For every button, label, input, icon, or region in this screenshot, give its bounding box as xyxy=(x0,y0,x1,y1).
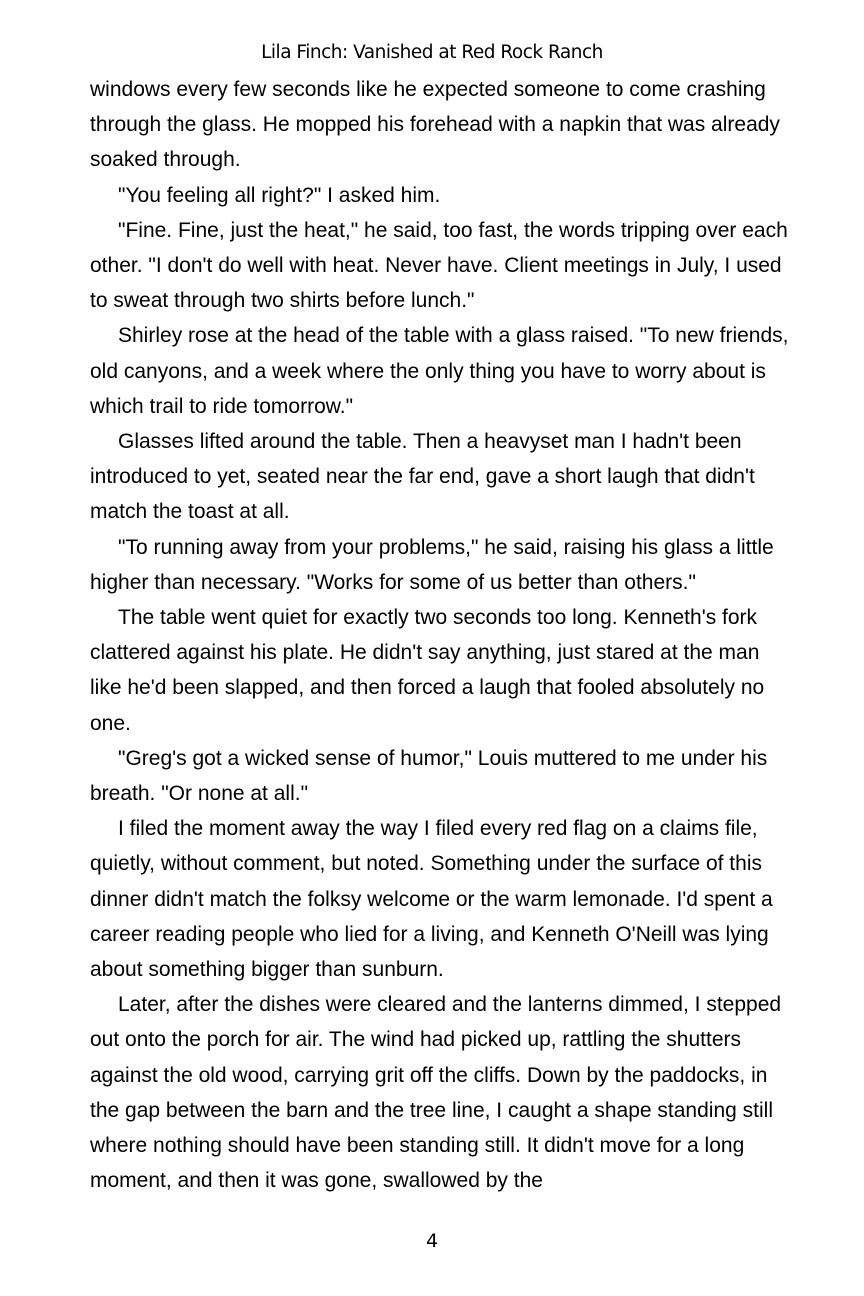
paragraph: "Fine. Fine, just the heat," he said, too fast, the words tripping over each other. "I don't do well with heat. Never have. Client meetings in July, I used to sweat through two shirts before lunch." xyxy=(90,218,788,313)
paragraph: I filed the moment away the way I filed every red flag on a claims file, quietly, without comment, but noted. Something under the surface of this dinner didn't match the folksy welcome or the warm lemonade. I'd spent a career reading people who lied for a living, and Kenneth O'Neill was lying about something bigger than sunburn. xyxy=(90,817,773,982)
paragraph: windows every few seconds like he expected someone to come crashing through the glass. He mopped his forehead with a napkin that was already soaked through. xyxy=(90,78,780,172)
body-text xyxy=(90,72,795,1199)
paragraph: "You feeling all right?" I asked him. xyxy=(118,183,441,207)
running-header: Lila Finch: Vanished at Red Rock Ranch xyxy=(261,42,603,63)
paragraph: Shirley rose at the head of the table with a glass raised. "To new friends, old canyons, and a week where the only thing you have to worry about is which trail to ride tomorrow." xyxy=(90,324,789,418)
paragraph: Glasses lifted around the table. Then a heavyset man I hadn't been introduced to yet, seated near the far end, gave a short laugh that didn't match the toast at all. xyxy=(90,430,755,524)
page-number: 4 xyxy=(425,1230,439,1252)
paragraph: The table went quiet for exactly two seconds too long. Kenneth's fork clattered against his plate. He didn't say anything, just stared at the man like he'd been slapped, and then forced a laugh that fooled absolutely no one. xyxy=(90,606,765,735)
paragraph: Later, after the dishes were cleared and the lanterns dimmed, I stepped out onto the porch for air. The wind had picked up, rattling the shutters against the old wood, carrying grit off the cliffs. Down by the paddocks, in the gap between the barn and the tree line, I caught a shape standing still where nothing should have been standing still. It didn't move for a long moment, and then it was gone, swallowed by the xyxy=(90,993,782,1193)
paragraph: "To running away from your problems," he said, raising his glass a little higher than necessary. "Works for some of us better than others." xyxy=(90,535,774,594)
paragraph: "Greg's got a wicked sense of humor," Louis muttered to me under his breath. "Or none at all." xyxy=(90,746,768,806)
